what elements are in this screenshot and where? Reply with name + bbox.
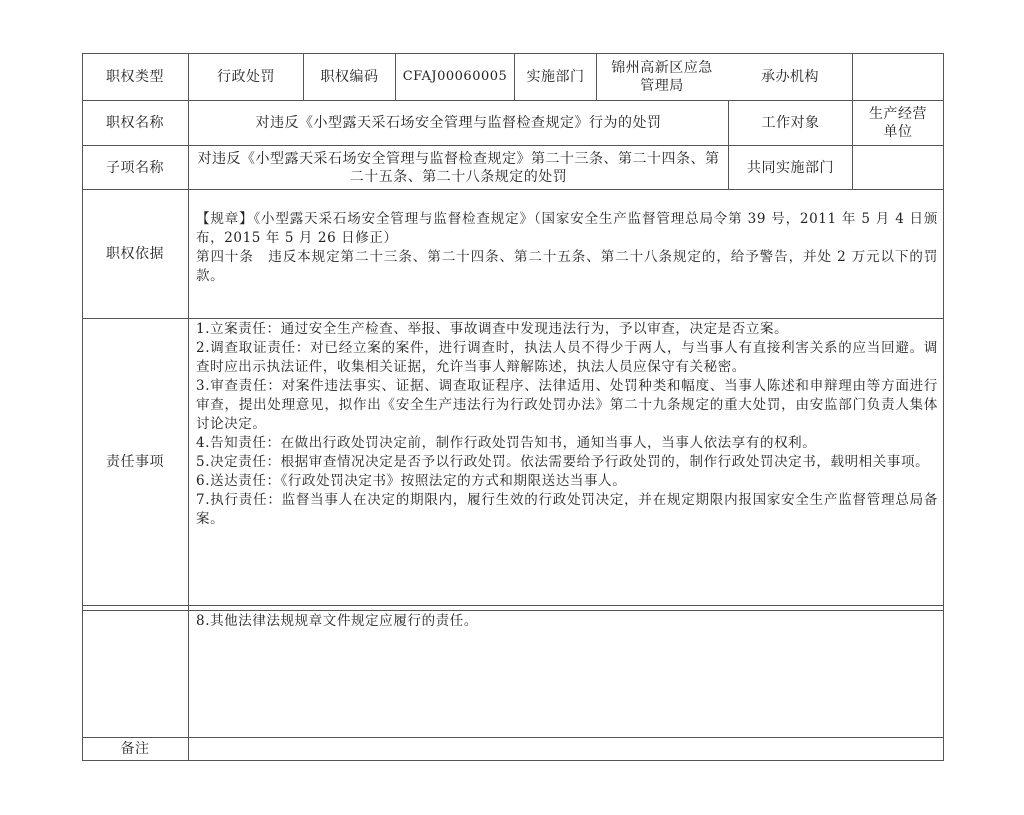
hline-row3 <box>82 189 944 190</box>
responsibility-item: 4.告知责任：在做出行政处罚决定前，制作行政处罚告知书，通知当事人，当事人依法享有的权利。 <box>196 435 817 451</box>
remark-label: 备注 <box>120 741 150 757</box>
agency-value <box>853 54 943 100</box>
basis-paragraph: 【规章】《小型露天采石场安全管理与监督检查规定》（国家安全生产监督管理总局令第 39 号，2011 年 5 月 4 日颁布，2015 年 5 月 26 日修正） <box>196 211 938 246</box>
responsibility-label: 责任事项 <box>106 454 164 470</box>
power-code-label: 职权编码 <box>320 69 379 85</box>
basis-label: 职权依据 <box>106 246 164 262</box>
hline-bottom <box>82 760 944 761</box>
hline-row5b <box>82 610 944 611</box>
responsibility-item: 3.审查责任：对案件违法事实、证据、调查取证程序、法律适用、处罚种类和幅度、当事人陈述和申辩理由等方面进行审查，提出处理意见，拟作出《安全生产违法行为行政处罚办法》第二十九条规定的重大处罚，由安监部门负责人集体讨论决定。 <box>196 378 938 432</box>
responsibility-content <box>196 320 938 529</box>
responsibility-item: 6.送达责任：《行政处罚决定书》按照法定的方式和期限送达当事人。 <box>196 473 627 489</box>
responsibility-item: 7.执行责任：监督当事人在决定的期限内，履行生效的行政处罚决定，并在规定期限内报国家安全生产监督管理总局备案。 <box>196 492 938 527</box>
agency-label: 承办机构 <box>761 69 819 85</box>
power-name-label: 职权名称 <box>106 115 164 131</box>
power-name-value: 对违反《小型露天采石场安全管理与监督检查规定》行为的处罚 <box>255 115 662 131</box>
work-object-value: 生产经营单位 <box>869 106 927 140</box>
responsibility-item: 5.决定责任：根据审查情况决定是否予以行政处罚。依法需要给予行政处罚的，制作行政处罚决定书，载明相关事项。 <box>196 454 930 470</box>
vline-right <box>943 53 944 761</box>
joint-dept-label: 共同实施部门 <box>747 159 834 176</box>
work-object-label: 工作对象 <box>761 115 820 131</box>
responsibility-item: 2.调查取证责任：对已经立案的案件，进行调查时，执法人员不得少于两人，与当事人有直接利害关系的应当回避。调查时应出示执法证件，收集相关证据，允许当事人辩解陈述，执法人员应保守有关秘密。 <box>196 340 938 375</box>
basis-paragraph: 第四十条 违反本规定第二十三条、第二十四条、第二十五条、第二十八条规定的，给予警告，并处 2 万元以下的罚款。 <box>196 249 938 284</box>
remark-value <box>189 738 943 760</box>
hline-row5a <box>82 605 944 606</box>
other-responsibility <box>196 612 938 631</box>
dept-value: 锦州高新区应急管理局 <box>611 60 713 94</box>
basis-content <box>196 210 938 286</box>
power-code-value: CFAJ00060005 <box>402 69 508 84</box>
subitem-label: 子项名称 <box>106 159 164 176</box>
power-type-value: 行政处罚 <box>217 69 275 85</box>
responsibility-item: 1.立案责任：通过安全生产检查、举报、事故调查中发现违法行为，予以审查，决定是否立案。 <box>196 321 789 337</box>
subitem-value: 对违反《小型露天采石场安全管理与监督检查规定》第二十三条、第二十四条、第二十五条、第二十八条规定的处罚 <box>197 150 720 185</box>
power-type-label: 职权类型 <box>106 69 164 85</box>
joint-dept-value <box>853 146 943 189</box>
hline-row4 <box>82 318 944 319</box>
responsibility-item: 8.其他法律法规规章文件规定应履行的责任。 <box>196 613 478 629</box>
dept-label: 实施部门 <box>526 69 585 85</box>
